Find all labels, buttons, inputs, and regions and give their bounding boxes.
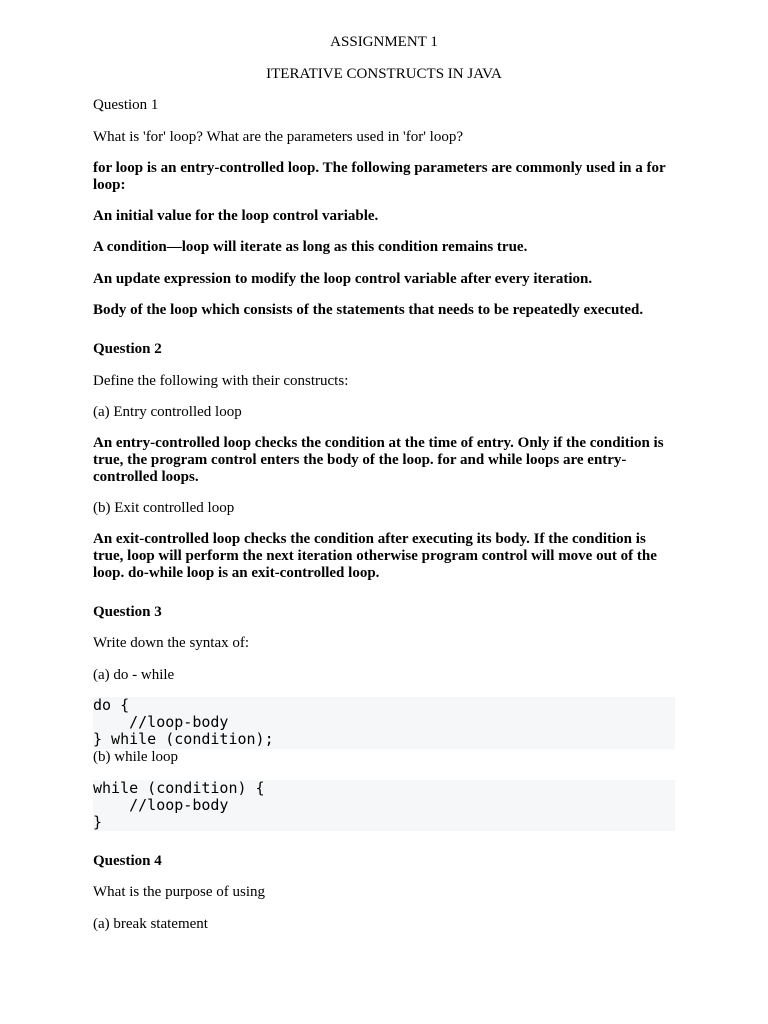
document-title: ASSIGNMENT 1 bbox=[330, 34, 438, 50]
while-code-block: while (condition) { //loop-body } bbox=[93, 780, 675, 831]
q1-param: A condition—loop will iterate as long as this condition remains true. bbox=[93, 239, 528, 255]
q3-a-label: (a) do - while bbox=[93, 667, 175, 683]
q1-heading: Question 1 bbox=[93, 97, 159, 113]
do-while-code-block: do { //loop-body } while (condition); bbox=[93, 697, 675, 749]
q1-param: An update expression to modify the loop control variable after every iteration. bbox=[93, 271, 593, 287]
q4-heading: Question 4 bbox=[93, 853, 162, 869]
q1-question: What is 'for' loop? What are the parameters used in 'for' loop? bbox=[93, 129, 463, 145]
q4-a-label: (a) break statement bbox=[93, 916, 208, 932]
q2-a-answer: An entry-controlled loop checks the condition at the time of entry. Only if the condition is true, the program control enters the body of the loop. for and while loops are entry-controlled loops. bbox=[93, 435, 664, 485]
q2-heading: Question 2 bbox=[93, 341, 162, 357]
q3-question: Write down the syntax of: bbox=[93, 635, 250, 651]
q1-answer-intro: for loop is an entry-controlled loop. The following parameters are commonly used in a for loop: bbox=[93, 160, 666, 193]
document-subtitle: ITERATIVE CONSTRUCTS IN JAVA bbox=[266, 66, 502, 82]
q2-b-answer: An exit-controlled loop checks the condition after executing its body. If the condition is true, loop will perform the next iteration otherwise program control will move out of the loop. do-while loop is an exit-controlled loop. bbox=[93, 531, 657, 581]
q2-b-label: (b) Exit controlled loop bbox=[93, 500, 235, 516]
q3-heading: Question 3 bbox=[93, 604, 162, 620]
q4-question: What is the purpose of using bbox=[93, 884, 266, 900]
q1-param: Body of the loop which consists of the statements that needs to be repeatedly executed. bbox=[93, 302, 644, 318]
q1-param: An initial value for the loop control variable. bbox=[93, 208, 379, 224]
q3-b-label: (b) while loop bbox=[93, 749, 178, 765]
q2-question: Define the following with their constructs: bbox=[93, 373, 349, 389]
q2-a-label: (a) Entry controlled loop bbox=[93, 404, 242, 420]
